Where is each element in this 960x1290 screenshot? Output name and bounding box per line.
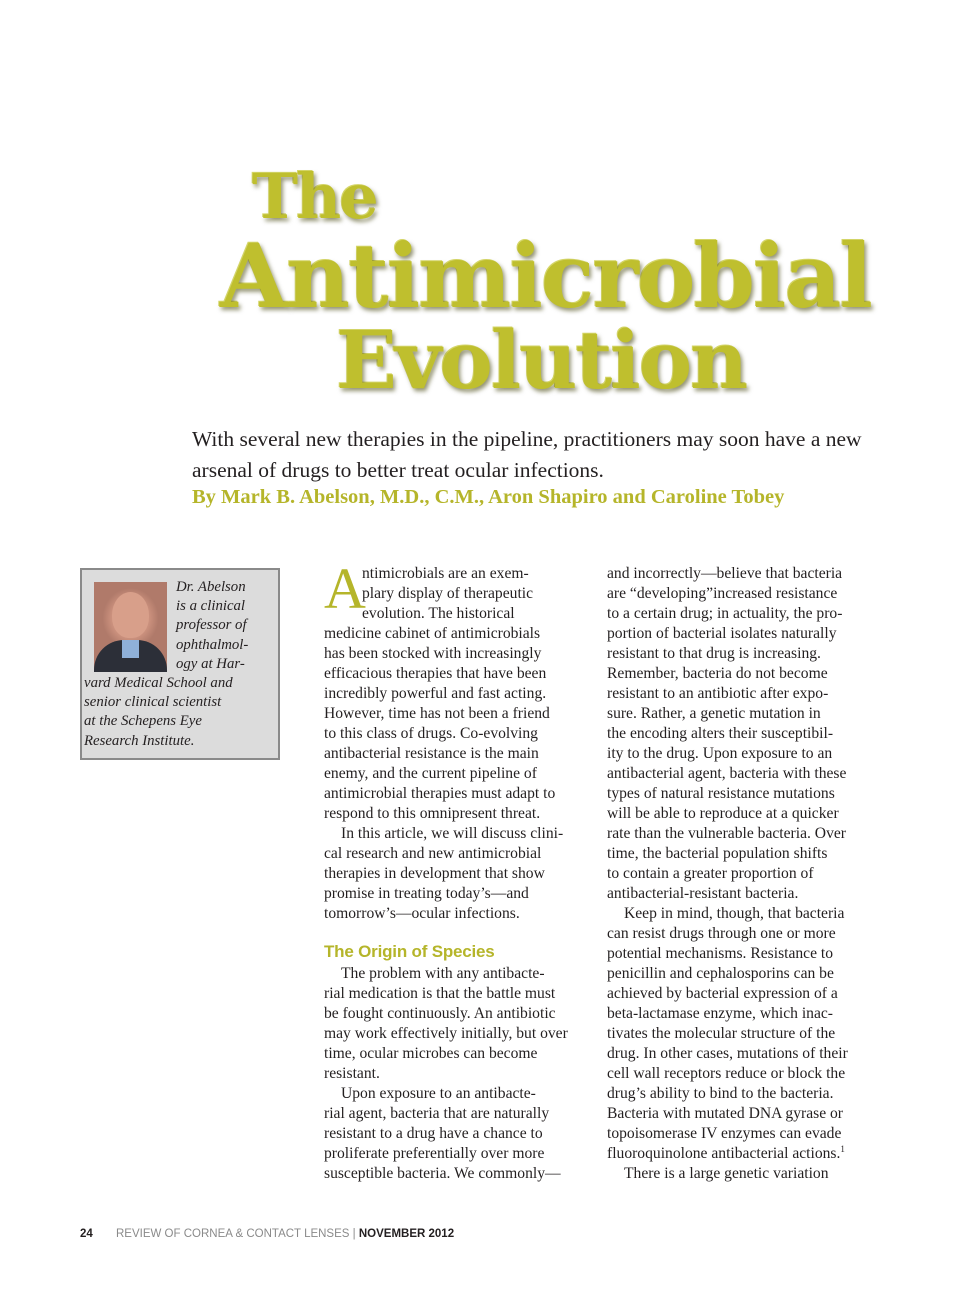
magazine-name: REVIEW OF CORNEA & CONTACT LENSES	[116, 1228, 350, 1240]
text-line: ntimicrobials are an exem-	[362, 565, 529, 582]
text-line: There is a large genetic variation	[624, 1165, 829, 1182]
paragraph	[607, 904, 869, 1164]
text-line: plary display of therapeutic	[362, 585, 534, 602]
paragraph	[607, 1164, 869, 1184]
text-line: evolution. The historical	[362, 605, 515, 622]
text-line: may work effectively initially, but over	[324, 1025, 568, 1042]
text-line: ity to the drug. Upon exposure to an	[607, 745, 833, 762]
text-line: antibacterial-resistant bacteria.	[607, 885, 799, 902]
paragraph	[324, 824, 592, 924]
page-number: 24	[80, 1228, 93, 1240]
text-line: topoisomerase IV enzymes can evade	[607, 1125, 842, 1142]
article-column-2	[607, 564, 869, 1184]
text-line: respond to this omnipresent threat.	[324, 805, 541, 822]
paragraph	[607, 564, 869, 904]
bio-line: is a clinical	[176, 598, 246, 615]
text-line: The problem with any antibacte-	[341, 965, 545, 982]
text-line: potential mechanisms. Resistance to	[607, 945, 834, 962]
text-line: time, the bacterial population shifts	[607, 845, 828, 862]
text-line: drug. In other cases, mutations of their	[607, 1045, 848, 1062]
text-line: to this class of drugs. Co-evolving	[324, 725, 538, 742]
text-line: antibacterial resistance is the main	[324, 745, 539, 762]
text-line: has been stocked with increasingly	[324, 645, 542, 662]
bio-line: professor of	[176, 617, 247, 634]
bio-line: at the Schepens Eye	[84, 713, 202, 730]
footnote-ref: 1	[840, 1143, 845, 1154]
text-line: resistant to an antibiotic after expo-	[607, 685, 829, 702]
text-line	[607, 1144, 869, 1164]
text-line: Upon exposure to an antibacte-	[341, 1085, 536, 1102]
text-line: achieved by bacterial expression of a	[607, 985, 838, 1002]
text-line: Keep in mind, though, that bacteria	[624, 905, 845, 922]
paragraph	[324, 964, 592, 1084]
text-line: enemy, and the current pipeline of	[324, 765, 537, 782]
text-line: drug’s ability to bind to the bacteria.	[607, 1085, 834, 1102]
text-line: be fought continuously. An antibiotic	[324, 1005, 556, 1022]
text-line: antimicrobial therapies must adapt to	[324, 785, 556, 802]
text-line: time, ocular microbes can become	[324, 1045, 538, 1062]
text-line: medicine cabinet of antimicrobials	[324, 625, 541, 642]
title-line-1: The	[252, 160, 377, 233]
text-line: beta-lactamase enzyme, which inac-	[607, 1005, 833, 1022]
text-line: susceptible bacteria. We commonly—	[324, 1165, 561, 1182]
text-line: can resist drugs through one or more	[607, 925, 836, 942]
bio-line: ophthalmol-	[176, 636, 249, 653]
text-line: incredibly powerful and fast acting.	[324, 685, 547, 702]
byline: By Mark B. Abelson, M.D., C.M., Aron Shapiro and Caroline Tobey	[192, 486, 785, 508]
text-line: resistant to that drug is increasing.	[607, 645, 821, 662]
text-line: therapies in development that show	[324, 865, 545, 882]
article-deck: With several new therapies in the pipeline, practitioners may soon have a new arsenal of drugs to better treat ocular infections.	[192, 427, 862, 482]
section-subhead: The Origin of Species	[324, 942, 495, 961]
title-line-3: Evolution	[336, 313, 747, 407]
text-line: penicillin and cephalosporins can be	[607, 965, 834, 982]
text-line: promise in treating today’s—and	[324, 885, 529, 902]
author-bio-box	[80, 568, 280, 760]
bio-line: ogy at Har-	[176, 655, 245, 672]
bio-line: Dr. Abelson	[176, 579, 246, 595]
text-line: efficacious therapies that have been	[324, 665, 547, 682]
author-bio-text	[84, 578, 276, 751]
text-line: rial medication is that the battle must	[324, 985, 556, 1002]
text-line-content: fluoroquinolone antibacterial actions.	[607, 1145, 841, 1162]
text-line: are “developing”increased resistance	[607, 585, 838, 602]
title-line-2: Antimicrobial	[220, 224, 871, 328]
footer-separator: |	[352, 1228, 356, 1240]
page-footer	[80, 1228, 454, 1240]
bio-line: vard Medical School and	[84, 675, 233, 692]
text-line: will be able to reproduce at a quicker	[607, 805, 839, 822]
text-line: tomorrow’s—ocular infections.	[324, 905, 520, 922]
text-line: types of natural resistance mutations	[607, 785, 835, 802]
text-line: rial agent, bacteria that are naturally	[324, 1105, 550, 1122]
text-line: In this article, we will discuss clini-	[341, 825, 564, 842]
text-line: cell wall receptors reduce or block the	[607, 1065, 846, 1082]
text-line: cal research and new antimicrobial	[324, 845, 542, 862]
text-line: Bacteria with mutated DNA gyrase or	[607, 1105, 843, 1122]
paragraph-intro	[324, 556, 592, 824]
text-line: rate than the vulnerable bacteria. Over	[607, 825, 846, 842]
bio-line: Research Institute.	[84, 732, 195, 749]
text-line: resistant.	[324, 1065, 380, 1082]
text-line: tivates the molecular structure of the	[607, 1025, 836, 1042]
text-line: proliferate preferentially over more	[324, 1145, 545, 1162]
issue-date: NOVEMBER 2012	[358, 1228, 455, 1240]
paragraph	[324, 1084, 592, 1184]
text-line: sure. Rather, a genetic mutation in	[607, 705, 821, 722]
text-line: the encoding alters their susceptibil-	[607, 725, 834, 742]
text-line: resistant to a drug have a chance to	[324, 1125, 543, 1142]
text-line: However, time has not been a friend	[324, 705, 550, 722]
text-line: and incorrectly—believe that bacteria	[607, 565, 843, 582]
text-line: to a certain drug; in actuality, the pro-	[607, 605, 843, 622]
text-line: to contain a greater proportion of	[607, 865, 814, 882]
article-column-1	[324, 556, 592, 1184]
drop-cap: A	[324, 556, 366, 621]
text-line: Remember, bacteria do not become	[607, 665, 828, 682]
text-line: antibacterial agent, bacteria with these	[607, 765, 847, 782]
text-line: portion of bacterial isolates naturally	[607, 625, 837, 642]
bio-line: senior clinical scientist	[84, 694, 222, 711]
